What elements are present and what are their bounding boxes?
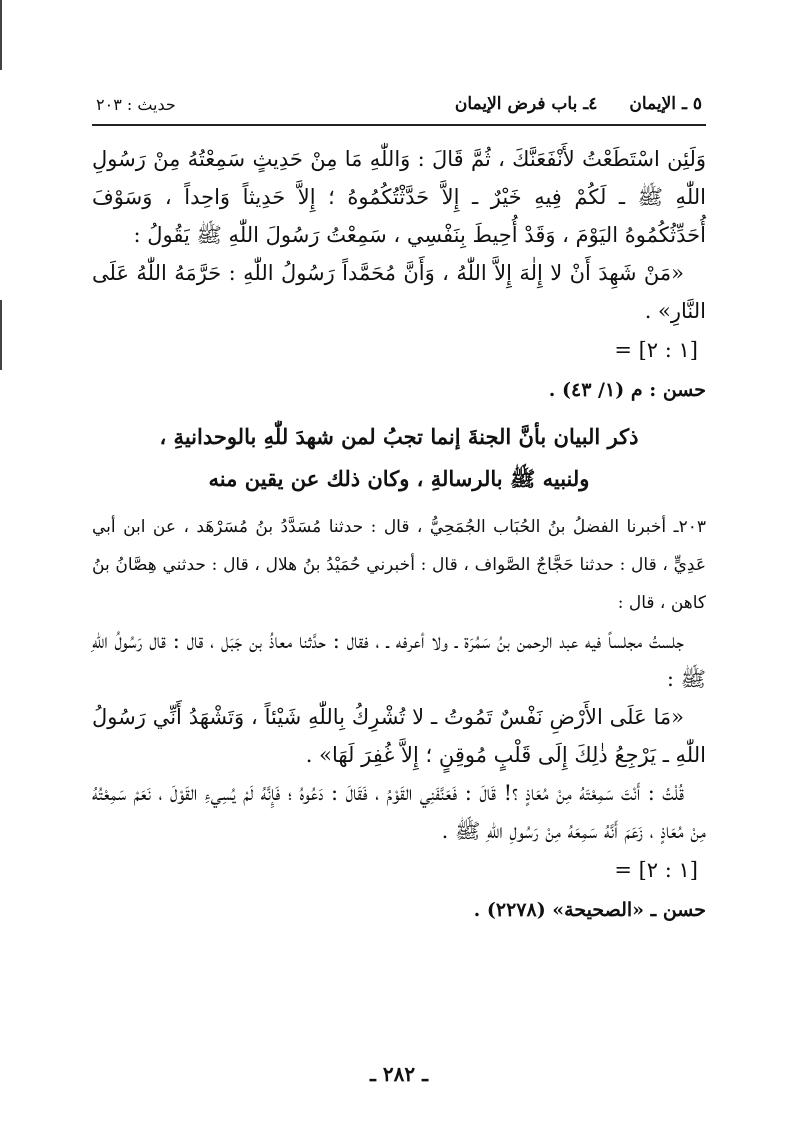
- narration-paragraph: جلستُ مجلساً فيه عبد الرحمن بنُ سَمُرَة ـ ولا أعرفه ـ ، فقال : حدَّثنا معاذُ بن جَبَل ، قال : قال رَسُولُ اللّٰهِ ﷺ :: [92, 629, 706, 691]
- dialogue-paragraph: قُلْتُ : أَنْتَ سَمِعْتَهُ مِنْ مُعَاذٍ ؟! قَالَ : فَعَنَّفَنِي القَوْمُ ، فَقَالَ : دَعُوهُ ؛ فَإِنَّهُ لَمْ يُسِيءِ القَوْلَ ، نَعَمْ سَمِعْتُهُ مِنْ مُعَاذٍ ، زَعَمَ أَنَّهُ سَمِعَهُ مِنْ رَسُولِ اللّٰهِ ﷺ .: [92, 781, 706, 843]
- section-title: ٤ـ باب فرض الإيمان: [454, 94, 598, 114]
- paragraph-continuation: وَلَئِن اسْتَطَعْتُ لأَنْفَعَنَّكَ ، ثُمَّ قَالَ : وَاللّٰهِ مَا مِنْ حَدِيثٍ سَمِعْتُهُ مِنْ رَسُولِ اللّٰهِ ﷺ ـ لَكُمْ فِيهِ خَيْرٌ ـ إِلاَّ حَدَّثْتُكُمُوهُ ؛ إِلاَّ حَدِيثاً وَاحِداً ، وَسَوْفَ أُحَدِّثُكُمُوهُ اليَوْمَ ، وَقَدْ أُحِيطَ بِنَفْسِي ، سَمِعْتُ رَسُولَ اللّٰهِ ﷺ يَقُولُ :: [92, 147, 706, 247]
- heading-line-2: ولنبيه ﷺ بالرسالةِ ، وكان ذلك عن يقين منه: [208, 466, 590, 491]
- chapter-heading: [92, 416, 706, 500]
- hadith-text-1: «مَنْ شَهِدَ أَنْ لا إِلٰهَ إِلاَّ اللّٰهُ ، وَأَنَّ مُحَمَّداً رَسُولُ اللّٰهِ : حَرَّمَهُ اللّٰهُ عَلَى النَّارِ» .: [92, 261, 706, 323]
- isnad-chain: ٢٠٣ـ أخبرنا الفضلُ بنُ الحُبَاب الجُمَحِيُّ ، قال : حدثنا مُسَدَّدُ بنُ مُسَرْهَد ، عن ابن أبي عَدِيٍّ ، قال : حدثنا حَجَّاجٌ الصَّواف ، قال : أخبرني حُمَيْدُ بنُ هلال ، قال : حدثني هِصَّانُ بنُ كاهن ، قال :: [92, 517, 706, 613]
- grade-2: حسن ـ «الصحيحة» (٢٢٧٨) .: [473, 899, 706, 921]
- header-titles: [455, 94, 702, 114]
- reference-2: [١ : ٢] =: [614, 858, 698, 882]
- chapter-title: ٥ ـ الإيمان: [629, 94, 702, 114]
- page: [92, 84, 706, 1084]
- hadith-number: حديث : ٢٠٣: [96, 94, 176, 114]
- heading-line-1: ذكر البيان بأنَّ الجنةَ إنما تجبُ لمن شهدَ للّٰهِ بالوحدانيةِ ،: [159, 424, 639, 449]
- scan-edge-mark: [0, 0, 2, 70]
- scan-edge-mark: [0, 300, 2, 370]
- reference-1: [١ : ٢] =: [614, 338, 698, 362]
- page-number: ـ ٢٨٢ ـ: [370, 1062, 428, 1086]
- running-header: [92, 84, 706, 126]
- hadith-text-2: «مَا عَلَى الأَرْضِ نَفْسٌ تَمُوتُ ـ لا تُشْرِكُ بِاللّٰهِ شَيْئاً ، وَتَشْهَدُ أَنِّي رَسُولُ اللّٰهِ ـ يَرْجِعُ ذٰلِكَ إِلَى قَلْبٍ مُوقِنٍ ؛ إِلاَّ غُفِرَ لَهَا» .: [92, 705, 706, 767]
- grade-1: حسن : م (١/ ٤٣) .: [548, 379, 706, 401]
